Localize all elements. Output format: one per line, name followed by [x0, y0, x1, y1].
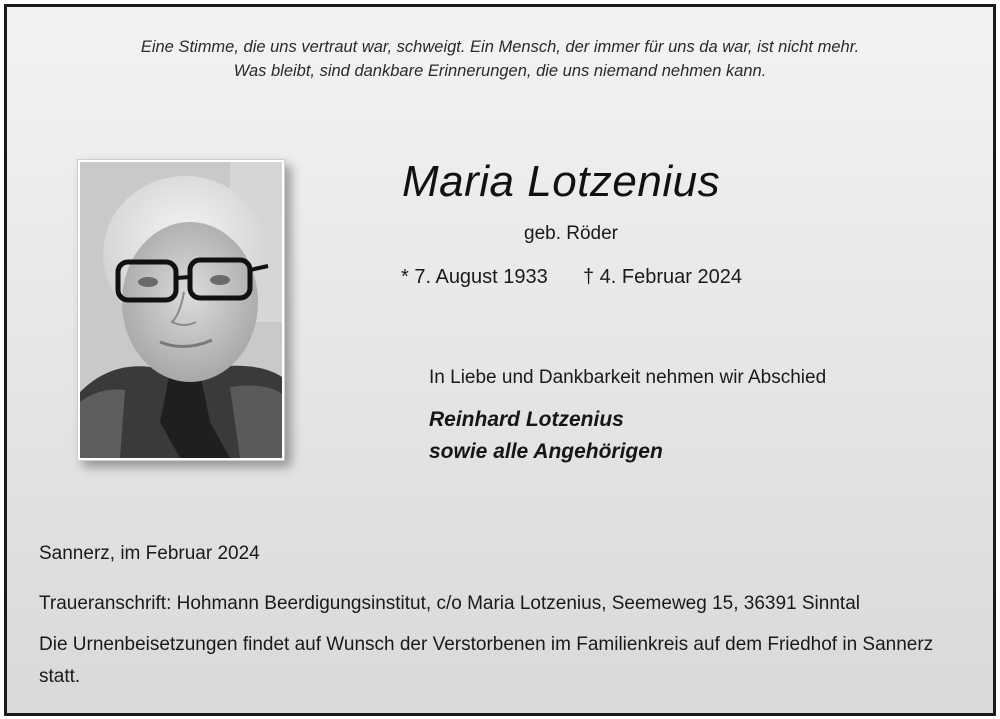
portrait-photo-frame	[77, 159, 285, 461]
portrait-photo	[80, 162, 282, 458]
memorial-quote	[7, 35, 993, 83]
burial-note: Die Urnenbeisetzungen findet auf Wunsch der Verstorbenen im Familienkreis auf dem Friedhof in Sannerz statt.	[39, 634, 934, 687]
obituary-frame	[4, 4, 996, 716]
farewell-text: In Liebe und Dankbarkeit nehmen wir Abschied	[429, 367, 827, 388]
maiden-name: geb. Röder	[524, 223, 619, 244]
mourner-relatives: sowie alle Angehörigen	[429, 440, 663, 463]
portrait-illustration	[80, 162, 282, 458]
birth-date: * 7. August 1933	[401, 266, 548, 288]
quote-line-1: Eine Stimme, die uns vertraut war, schweigt. Ein Mensch, der immer für uns da war, ist nicht mehr.	[140, 38, 860, 56]
quote-line-2: Was bleibt, sind dankbare Erinnerungen, die uns niemand nehmen kann.	[233, 62, 767, 80]
mourner-name: Reinhard Lotzenius	[429, 408, 624, 431]
death-date: † 4. Februar 2024	[583, 266, 742, 288]
place-date: Sannerz, im Februar 2024	[39, 543, 260, 564]
mourning-address: Traueranschrift: Hohmann Beerdigungsinstitut, c/o Maria Lotzenius, Seemeweg 15, 36391 Sinntal	[39, 593, 860, 614]
deceased-name: Maria Lotzenius	[402, 157, 721, 206]
